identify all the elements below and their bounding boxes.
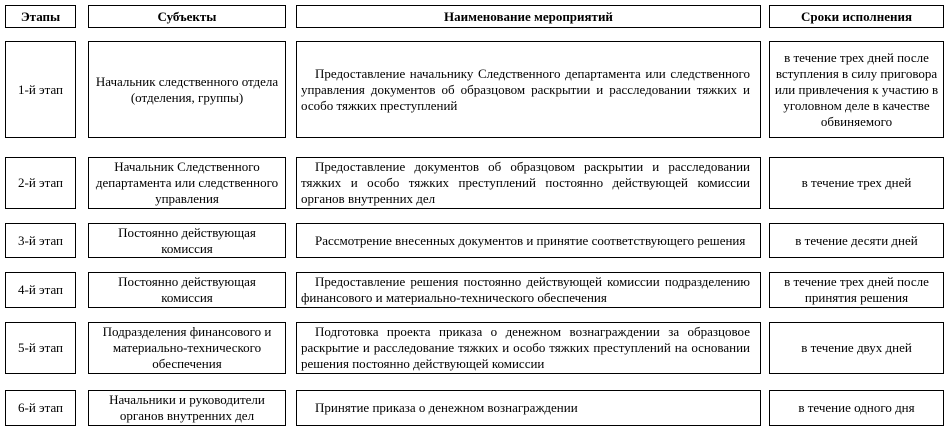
action-cell: Предоставление начальнику Следственного департамента или следственного управления документов об образцовом раскрытии и расследовании тяжких и особо тяжких преступлений [296,41,761,138]
stage-cell: 6-й этап [5,390,76,426]
term-cell: в течение трех дней [769,157,944,209]
term-cell: в течение одного дня [769,390,944,426]
header-actions: Наименование мероприятий [296,5,761,28]
stage-cell: 5-й этап [5,322,76,374]
stage-cell: 4-й этап [5,272,76,308]
header-stages: Этапы [5,5,76,28]
term-cell: в течение десяти дней [769,223,944,258]
action-cell: Предоставление решения постоянно действующей комиссии подразделению финансового и материально-технического обеспечения [296,272,761,308]
subject-cell: Начальник Следственного департамента или следственного управления [88,157,286,209]
subject-cell: Постоянно действующая комиссия [88,272,286,308]
header-subjects: Субъекты [88,5,286,28]
term-cell: в течение трех дней после принятия решения [769,272,944,308]
header-terms: Сроки исполнения [769,5,944,28]
stage-cell: 3-й этап [5,223,76,258]
action-cell: Принятие приказа о денежном вознаграждении [296,390,761,426]
action-cell: Подготовка проекта приказа о денежном вознаграждении за образцовое раскрытие и расследование тяжких и особо тяжких преступлений на основании решения постоянно действующей комиссии [296,322,761,374]
stage-cell: 1-й этап [5,41,76,138]
subject-cell: Начальник следственного отдела (отделения, группы) [88,41,286,138]
subject-cell: Подразделения финансового и материально-технического обеспечения [88,322,286,374]
stage-cell: 2-й этап [5,157,76,209]
subject-cell: Постоянно действующая комиссия [88,223,286,258]
action-cell: Предоставление документов об образцовом раскрытии и расследовании тяжких и особо тяжких преступлений постоянно действующей комиссии органов внутренних дел [296,157,761,209]
term-cell: в течение двух дней [769,322,944,374]
action-cell: Рассмотрение внесенных документов и принятие соответствующего решения [296,223,761,258]
subject-cell: Начальники и руководители органов внутренних дел [88,390,286,426]
term-cell: в течение трех дней после вступления в силу приговора или привлечения к участию в уголовном деле в качестве обвиняемого [769,41,944,138]
